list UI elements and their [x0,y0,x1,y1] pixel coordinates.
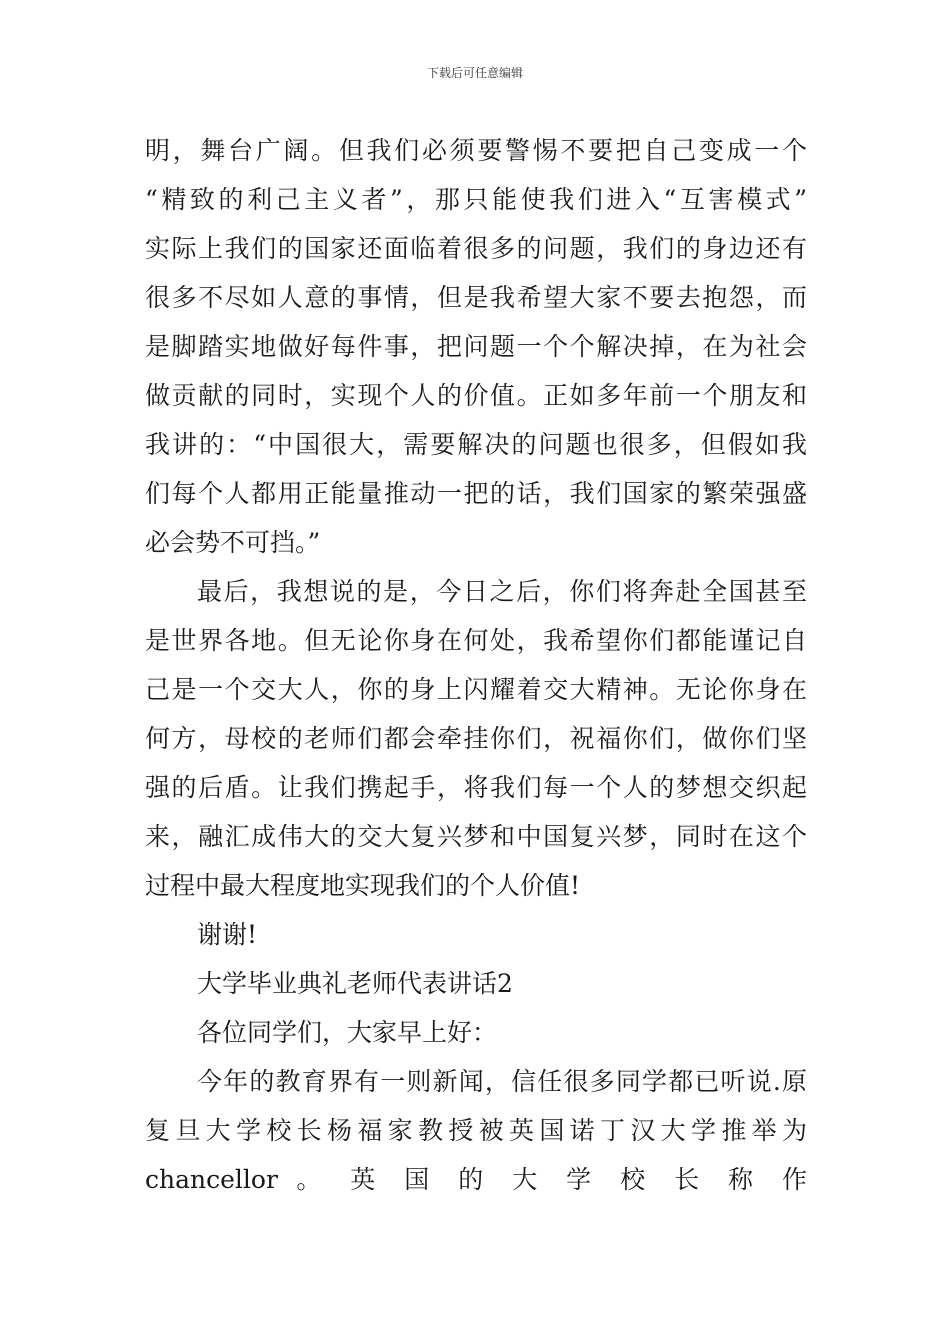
text-line: 是脚踏实地做好每件事，把问题一个个解决掉，在为社会 [145,332,807,361]
page-header: 下载后可任意编辑 [426,66,523,80]
document-body [145,126,807,1204]
text-line: chancellor 。 英 国 的 大 学 校 长 称 作 [145,1165,807,1194]
text-line: 明，舞台广阔。但我们必须要警惕不要把自己变成一个 [145,136,807,165]
text-line: 来，融汇成伟大的交大复兴梦和中国复兴梦，同时在这个 [145,822,807,851]
section-title: 大学毕业典礼老师代表讲话2 [197,969,513,998]
text-line: 各位同学们，大家早上好： [197,1018,498,1047]
text-line: 很多不尽如人意的事情，但是我希望大家不要去抱怨，而 [145,283,807,312]
text-line: 谢谢! [197,920,258,949]
text-line: 己是一个交大人，你的身上闪耀着交大精神。无论你身在 [145,675,807,704]
text-line: 是世界各地。但无论你身在何处，我希望你们都能谨记自 [145,626,807,655]
text-line: 我讲的：“中国很大，需要解决的问题也很多，但假如我 [145,430,807,459]
text-line: 做贡献的同时，实现个人的价值。正如多年前一个朋友和 [145,381,807,410]
text-line: “精致的利己主义者”，那只能使我们进入“互害模式” [145,185,807,214]
text-line: 复旦大学校长杨福家教授被英国诺丁汉大学推举为 [145,1116,807,1145]
text-line: 何方，母校的老师们都会牵挂你们，祝福你们，做你们坚 [145,724,807,753]
text-line: 今年的教育界有一则新闻，信任很多同学都已听说.原 [197,1067,807,1096]
text-line: 强的后盾。让我们携起手，将我们每一个人的梦想交织起 [145,773,807,802]
text-line: 过程中最大程度地实现我们的个人价值! [145,871,581,900]
text-line: 最后，我想说的是，今日之后，你们将奔赴全国甚至 [197,577,807,606]
text-line: 实际上我们的国家还面临着很多的问题，我们的身边还有 [145,234,807,263]
text-line: 们每个人都用正能量推动一把的话，我们国家的繁荣强盛 [145,479,807,508]
text-line: 必会势不可挡。” [145,528,321,557]
